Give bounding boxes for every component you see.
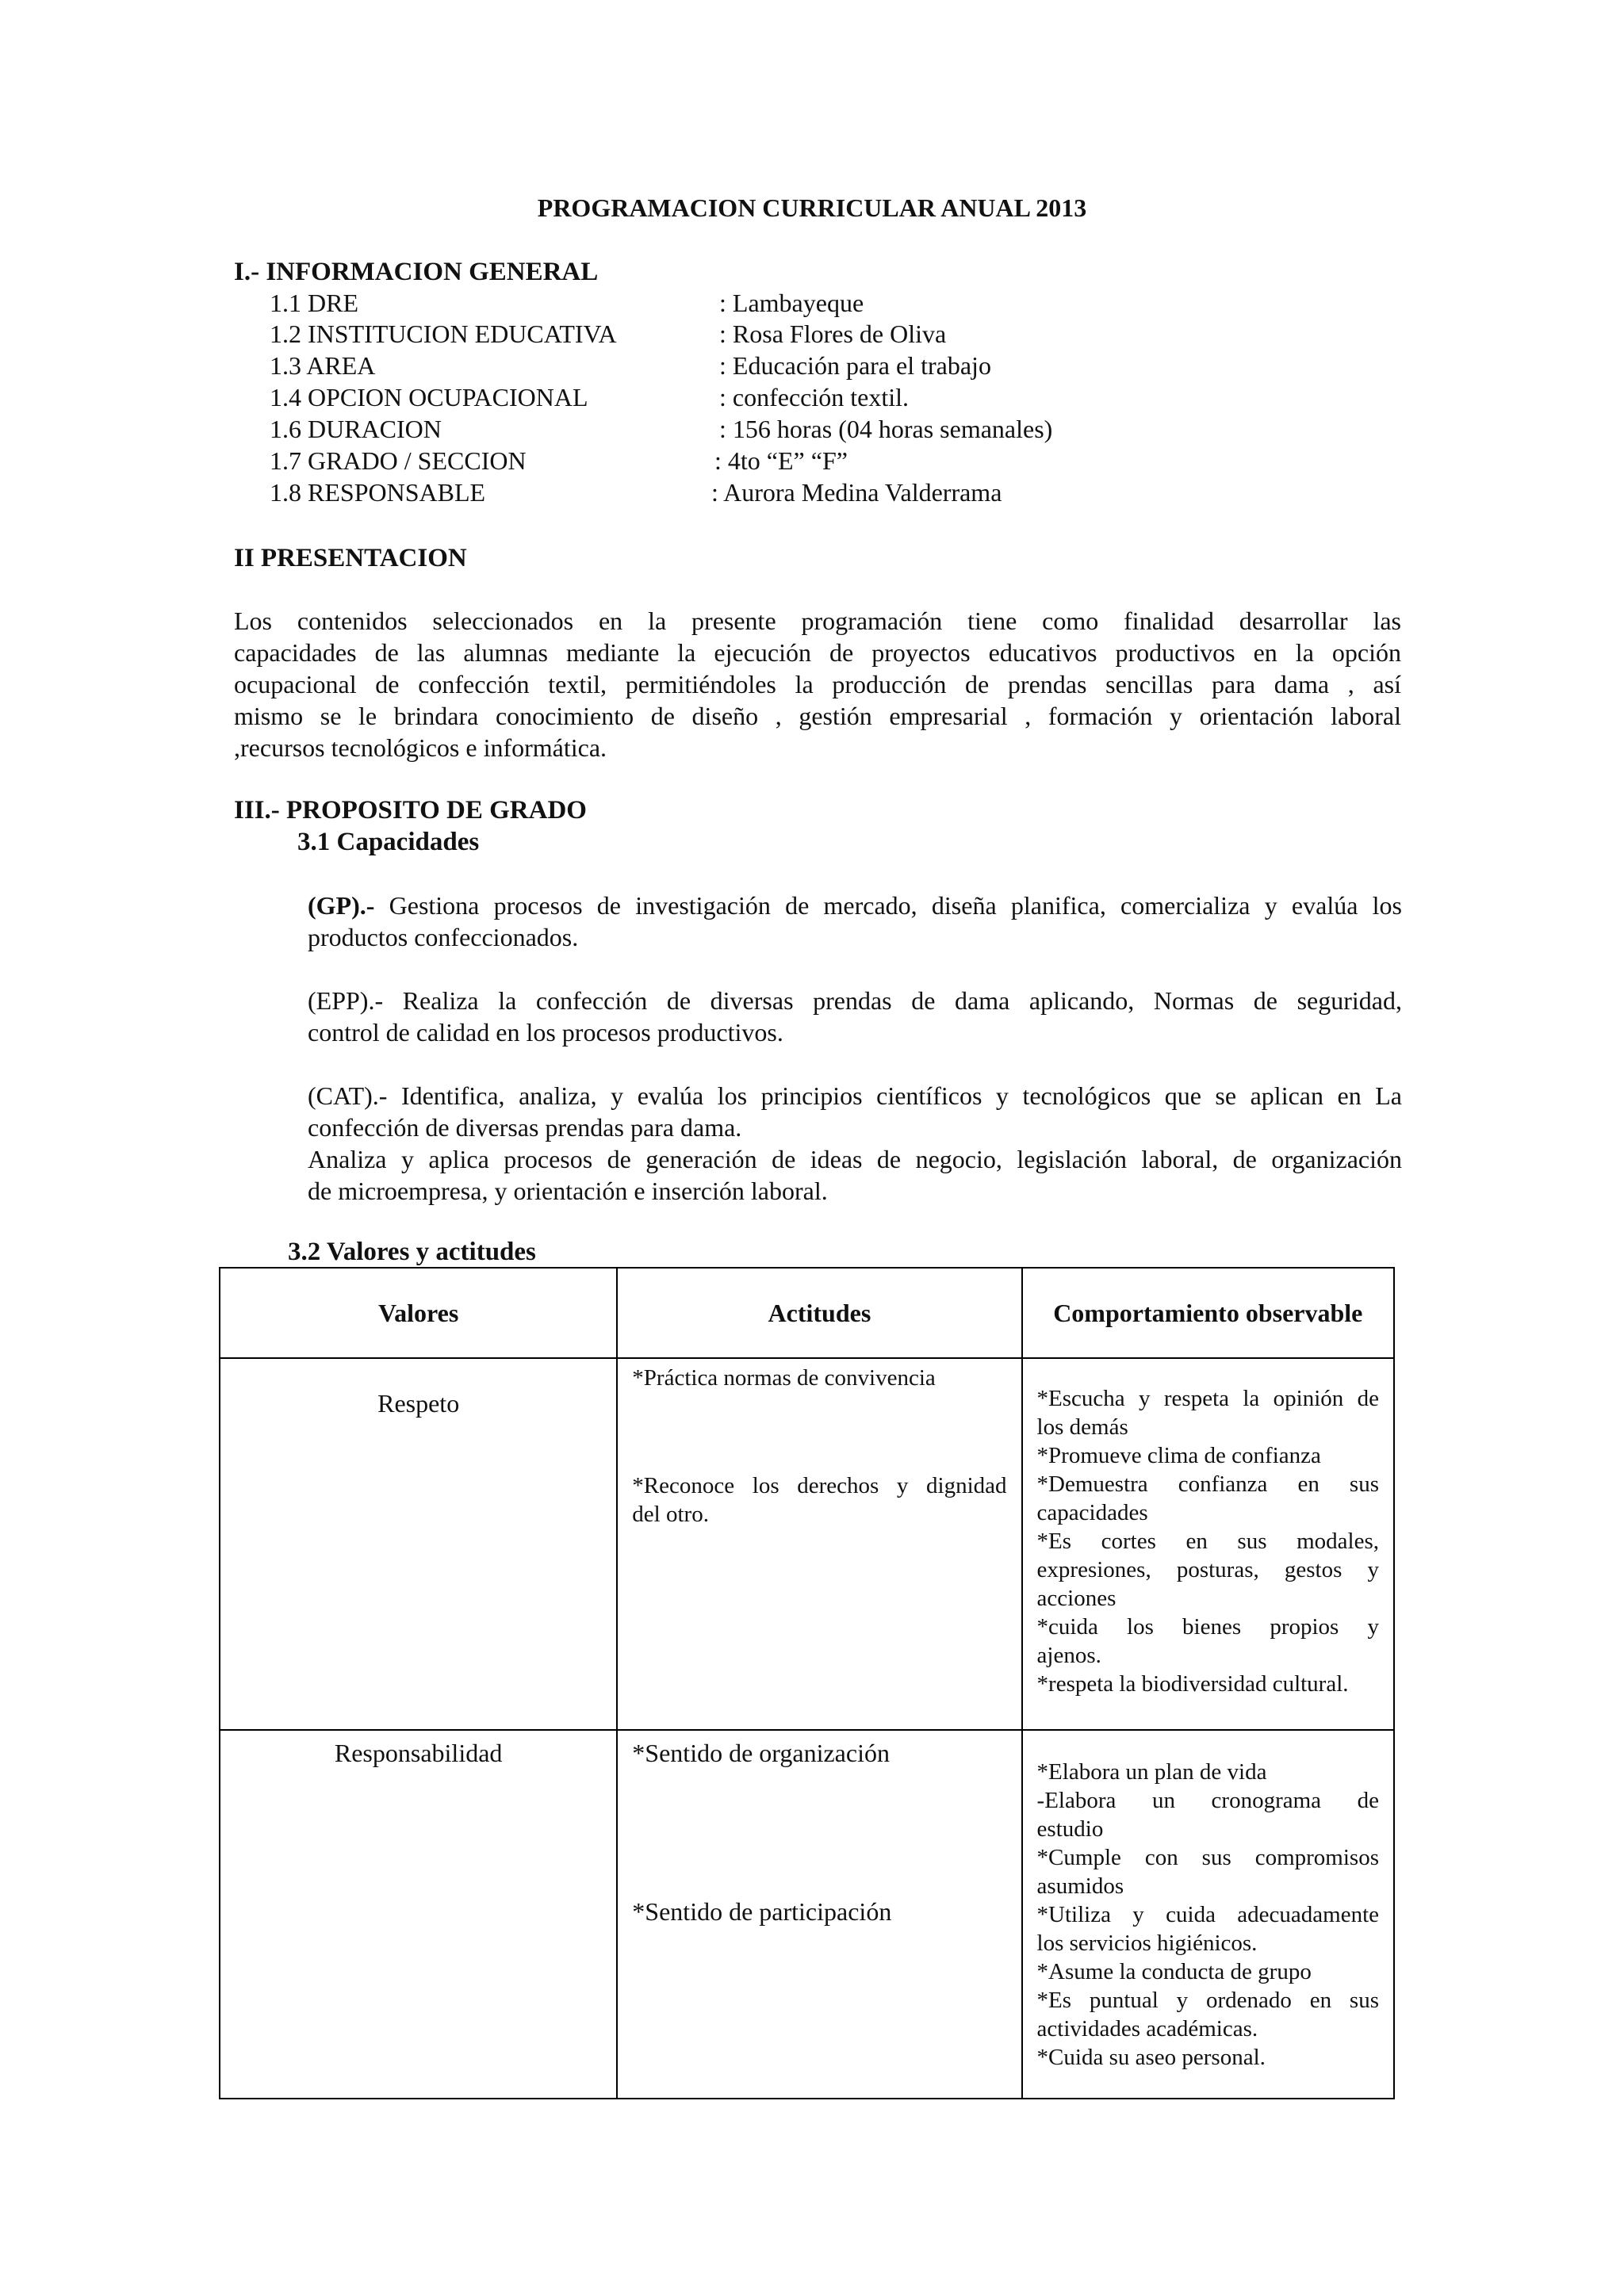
info-value: : Rosa Flores de Oliva [719, 320, 947, 348]
valores-heading: 3.2 Valores y actitudes [288, 1238, 536, 1266]
comportamiento-list: *Escucha y respeta la opinión de los demás *Promueve clima de confianza *Demuestra confianza en sus capacidades *Es cortes en sus modales, expresiones, posturas, gestos y acciones *cuida los bienes propios y ajenos. *respeta la biodiversidad cultural. [1036, 1386, 1379, 1697]
info-value: : Aurora Medina Valderrama [711, 478, 1002, 507]
actitud-cell [617, 1730, 1021, 2099]
table-header-row [220, 1268, 1394, 1358]
info-label: 1.8 RESPONSABLE [270, 478, 486, 507]
cat-line: (CAT).- Identifica, analiza, y evalúa los principios científicos y tecnológicos que se aplican en La [308, 1081, 1402, 1110]
info-value: : 4to “E” “F” [714, 446, 848, 475]
table-row [220, 1358, 1394, 1730]
epp-line: control de calidad en los procesos productivos. [308, 1018, 783, 1047]
cat-line: de microempresa, y orientación e inserción laboral. [308, 1177, 828, 1205]
info-value: : 156 horas (04 horas semanales) [719, 415, 1053, 443]
presentation-line: capacidades de las alumnas mediante la ejecución de proyectos educativos productivos en la opción [234, 638, 1401, 667]
info-label: 1.2 INSTITUCION EDUCATIVA [270, 320, 617, 348]
info-label: 1.7 GRADO / SECCION [270, 446, 527, 475]
actitud-text: *Sentido de participación [632, 1897, 892, 1926]
actitud-text: *Sentido de organización [632, 1739, 890, 1767]
info-label: 1.4 OPCION OCUPACIONAL [270, 383, 588, 411]
actitud-text: *Práctica normas de convivencia [632, 1365, 936, 1391]
cat-paragraph [308, 1080, 1402, 1207]
gp-label: (GP).- [308, 891, 375, 920]
section-1-heading: I.- INFORMACION GENERAL [234, 258, 599, 286]
valor-text: Respeto [377, 1389, 460, 1418]
capacidades-heading: 3.1 Capacidades [297, 828, 480, 856]
section-3-heading: III.- PROPOSITO DE GRADO [234, 796, 587, 825]
info-value: : Lambayeque [719, 289, 864, 317]
comportamiento-list: *Elabora un plan de vida -Elabora un cronograma de estudio *Cumple con sus compromisos asumidos *Utiliza y cuida adecuadamente los servicios higiénicos. *Asume la conducta de grupo *Es puntual y ordenado en sus actividades académicas. *Cuida su aseo personal. [1036, 1759, 1379, 2070]
presentation-line: ,recursos tecnológicos e informática. [234, 733, 607, 762]
info-value: : confección textil. [719, 383, 910, 411]
info-label: 1.6 DURACION [270, 415, 442, 443]
presentation-line: Los contenidos seleccionados en la presente programación tiene como finalidad desarrollar las [234, 607, 1401, 635]
epp-paragraph [308, 985, 1402, 1048]
header-actitudes: Actitudes [617, 1268, 1021, 1358]
info-label: 1.1 DRE [270, 289, 358, 317]
gp-paragraph [308, 890, 1402, 953]
cat-line: confección de diversas prendas para dama. [308, 1113, 742, 1142]
valor-text: Responsabilidad [334, 1739, 503, 1767]
page-title: PROGRAMACION CURRICULAR ANUAL 2013 [537, 193, 1087, 222]
presentation-line: ocupacional de confección textil, permitiéndoles la producción de prendas sencillas para dama , así [234, 670, 1401, 698]
valor-cell [220, 1358, 617, 1730]
cat-line: Analiza y aplica procesos de generación de ideas de negocio, legislación laboral, de organización [308, 1145, 1402, 1173]
actitud-cell [617, 1358, 1021, 1730]
info-label: 1.3 AREA [270, 351, 376, 380]
header-valores: Valores [220, 1268, 617, 1358]
info-value: : Educación para el trabajo [719, 351, 991, 380]
gp-text: Gestiona procesos de investigación de mercado, diseña planifica, comercializa y evalúa los [374, 891, 1402, 920]
section-2-heading: II PRESENTACION [234, 544, 467, 572]
presentation-line: mismo se le brindara conocimiento de diseño , gestión empresarial , formación y orientación laboral [234, 702, 1401, 730]
comportamiento-cell [1022, 1730, 1394, 2099]
header-comportamiento: Comportamiento observable [1022, 1268, 1394, 1358]
table-row [220, 1730, 1394, 2099]
epp-line: (EPP).- Realiza la confección de diversas prendas de dama aplicando, Normas de seguridad, [308, 986, 1402, 1015]
valor-cell [220, 1730, 617, 2099]
presentation-paragraph [234, 605, 1401, 763]
values-table [219, 1267, 1395, 2099]
comportamiento-cell [1022, 1358, 1394, 1730]
gp-line: productos confeccionados. [308, 923, 579, 951]
actitud-text: *Reconoce los derechos y dignidad del otro. [632, 1473, 1007, 1527]
